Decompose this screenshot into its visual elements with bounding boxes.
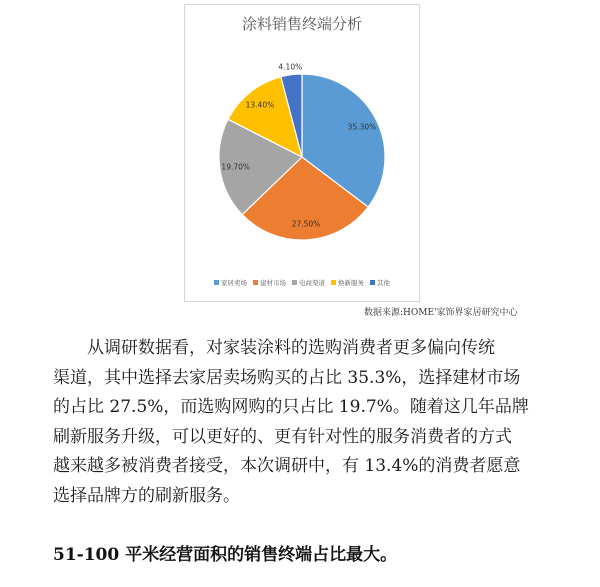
legend-swatch [331,280,336,285]
legend-swatch [292,280,297,285]
legend-swatch [253,280,258,285]
legend-item [253,278,286,287]
paragraph-line: 越来越多被消费者接受，本次调研中，有 13.4%的消费者愿意 [53,456,521,476]
paragraph-line: 的占比 27.5%，而选购网购的只占比 19.7%。随着这几年品牌 [53,397,529,417]
chart-legend [185,278,419,287]
data-label-4: 13.40% [245,100,275,110]
data-label-1: 35.30% [347,122,377,132]
legend-item [370,278,390,287]
data-label-3: 19.70% [221,162,251,172]
data-source-note: 数据来源:HOME'家饰界家居研究中心 [364,308,518,318]
paragraph-line: 选择品牌方的刷新服务。 [53,485,240,506]
chart-title: 涂料销售终端分析 [241,15,362,33]
legend-label: 焕新服务 [338,279,364,287]
paragraph-line: 刷新服务升级，可以更好的、更有针对性的服务消费者的方式 [53,426,512,447]
legend-item [214,278,247,287]
legend-item [292,278,325,287]
legend-item [331,278,364,287]
data-label-5: 4.10% [278,62,303,72]
data-label-2: 27.50% [291,219,321,229]
legend-label: 建材市场 [260,279,286,287]
legend-swatch [370,280,375,285]
pie-chart-card [184,4,420,302]
paragraph-line: 渠道，其中选择去家居卖场购买的占比 35.3%，选择建材市场 [53,367,521,388]
pie-chart [185,5,419,301]
analysis-paragraph [53,334,569,511]
legend-label: 其他 [377,279,390,287]
paragraph-line: 从调研数据看，对家装涂料的选购消费者更多偏向传统 [87,338,495,358]
conclusion-heading: 51-100 平米经营面积的销售终端占比最大。 [53,545,398,565]
legend-label: 电商渠道 [299,279,325,287]
legend-label: 家居卖场 [221,279,247,287]
legend-swatch [214,280,219,285]
